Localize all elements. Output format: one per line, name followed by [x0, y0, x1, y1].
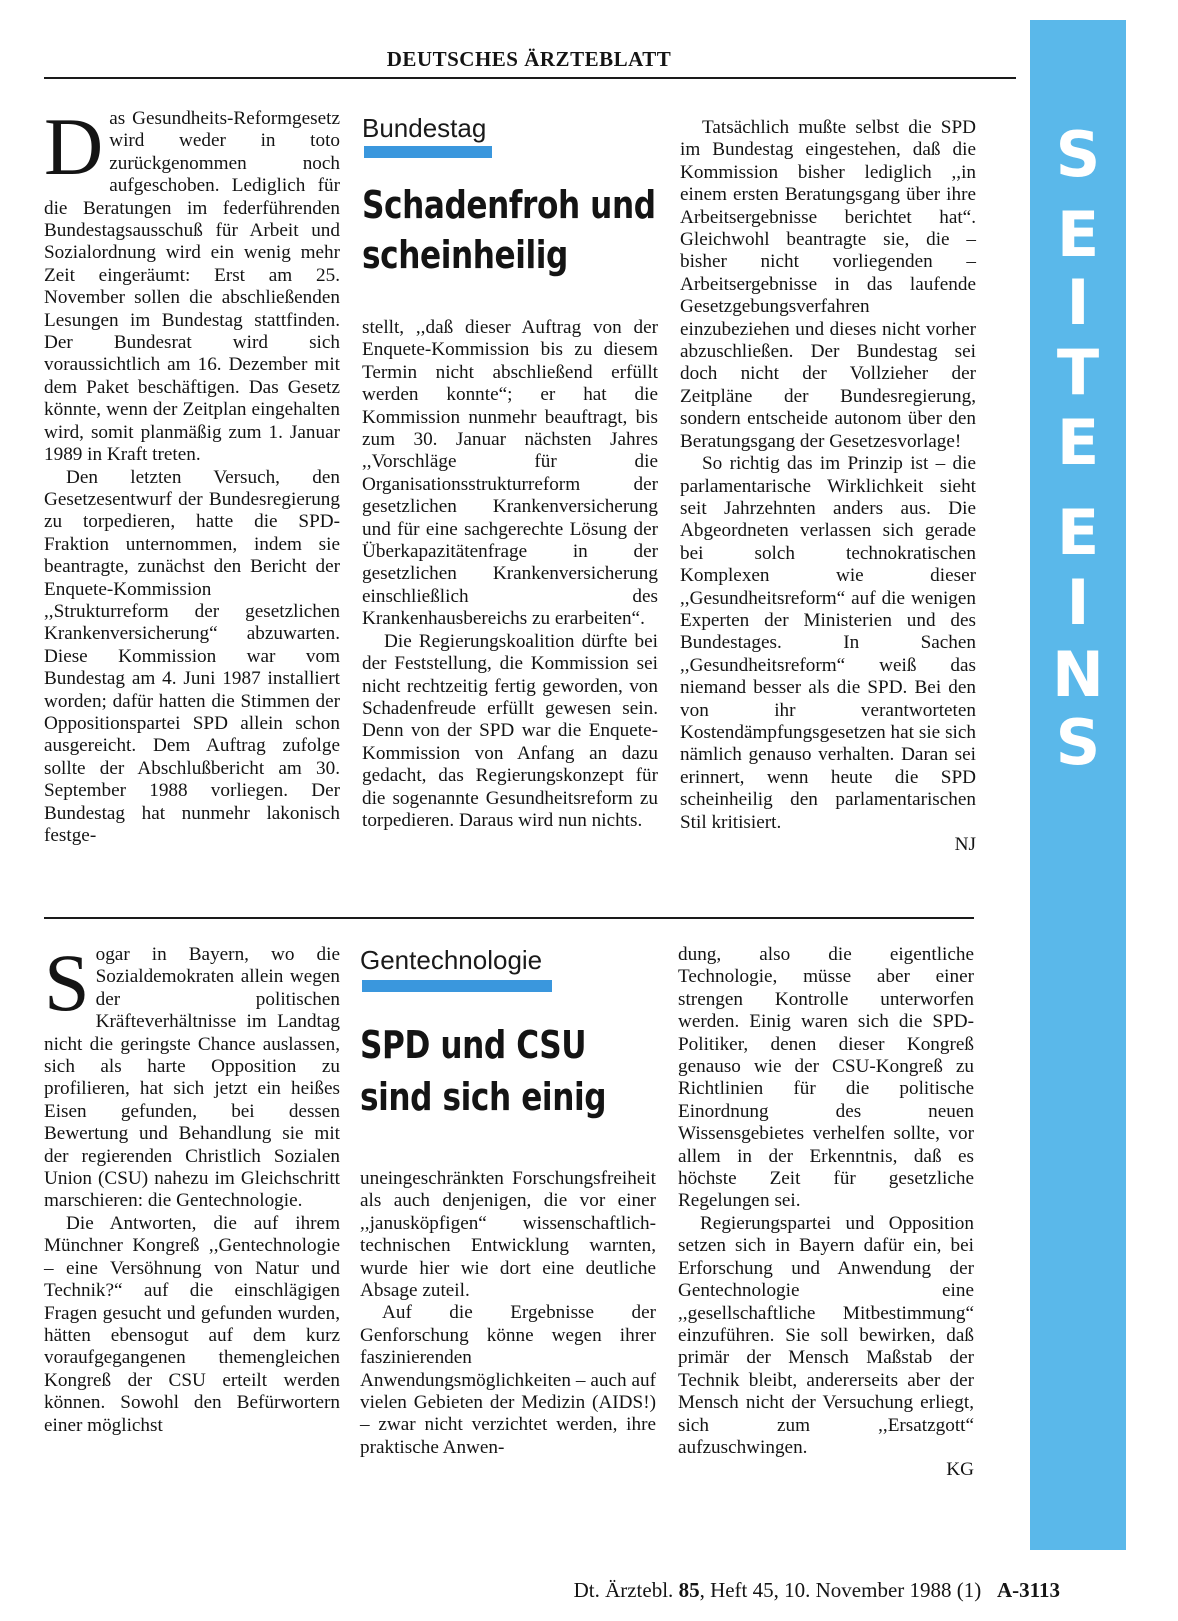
paragraph: Die Antworten, die auf ihrem Münchner Kongreß ,,Gentechnologie – eine Versöhnung von Natur und Technik?“ auf die einschlägigen Fragen gesucht und gefunden wurden, hätten ebensogut auf dem kurz voraufgegangenen themengleichen Kongreß der CSU erteilt werden können. Sowohl den Befürwortern einer möglichst	[44, 1212, 340, 1436]
headline: sind sich einig	[360, 1075, 607, 1119]
paragraph: ogar in Bayern, wo die Sozialdemokraten allein wegen der politischen Kräfteverhältnisse im Landtag nicht die geringste Chance auslassen, sich als harte Opposition zu profilieren, hat sich jetzt ein heißes Eisen gefunden, bei dessen Bewertung und Behandlung sie mit der regierenden Christlich Sozialen Union (CSU) nahezu im Gleichschritt marschieren: die Gentechnologie.	[44, 944, 340, 1212]
headline: Schadenfroh und	[362, 183, 656, 227]
paragraph: Den letzten Versuch, den Gesetzesentwurf der Bundesregierung zu torpedieren, hatte die SPD-Fraktion unternommen, indem sie beantragte, zunächst den Bericht der Enquete-Kommission ,,Strukturreform der gesetzlichen Krankenversicherung“ abzuwarten. Diese Kommission war vom Bundestag am 4. Juni 1987 installiert worden; dafür hatten die Stimmen der Oppositionspartei SPD allein schon ausgereicht. Dem Auftrag zufolge sollte der Abschlußbericht am 30. September 1988 vorliegen. Der Bundestag hat nunmehr lakonisch festge-	[44, 466, 340, 846]
article1-column-2	[362, 317, 658, 832]
headline: SPD und CSU	[360, 1023, 587, 1067]
volume: 85	[678, 1578, 700, 1602]
page-number: A-3113	[997, 1578, 1060, 1602]
paragraph: Auf die Ergebnisse der Genforschung könne wegen ihrer faszinierenden Anwendungsmöglichkeiten – auch auf vielen Gebieten der Medizin (AIDS!) – zwar nicht verzichtet werden, ihre praktische Anwen-	[360, 1302, 656, 1458]
drop-cap: S	[44, 937, 90, 1028]
headline: scheinheilig	[362, 233, 568, 277]
paragraph: Die Regierungskoalition dürfte bei der Feststellung, die Kommission sei nicht rechtzeitig fertig geworden, von Schadenfreude erfüllt gewesen sein. Denn von der SPD war die Enquete-Kommission von Anfang an dazu gedacht, das Regierungskonzept für die sogenannte Gesundheitsreform zu torpedieren. Daraus wird nun nichts.	[362, 630, 658, 831]
article2-column-3	[678, 944, 974, 1482]
sidebar-letter: S	[1055, 118, 1101, 191]
article1-column-3	[680, 117, 976, 856]
author-initials: KG	[946, 1459, 974, 1481]
section-kicker: Bundestag	[362, 113, 487, 143]
sidebar-letter: S	[1055, 706, 1101, 779]
paragraph: So richtig das im Prinzip ist – die parlamentarische Wirklichkeit sieht seit Jahrzehnten anders aus. Die Abgeordneten verlassen sich gerade bei solch technokratischen Komplexen wie dieser ,,Gesundheitsreform“ auf die wenigen Experten der Ministerien und des Bundestages. In Sachen ,,Gesundheitsreform“ weiß das niemand besser als die SPD. Bei den von ihr verantworteten Kostendämpfungsgesetzen hat sie sich nämlich genauso verhalten. Daran sei erinnert, wenn heute die SPD scheinheilig den parlamentarischen Stil kritisiert.	[680, 453, 976, 833]
sidebar-seite-eins	[1030, 20, 1126, 1550]
paragraph: stellt, ,,daß dieser Auftrag von der Enquete-Kommission bis zu diesem Termin nicht abschließend erfüllt werden konnte“; er hat die Kommission nunmehr beauftragt, bis zum 30. Januar nächsten Jahres ,,Vorschläge für die Organisationsstrukturreform der gesetzlichen Krankenversicherung und für eine sachgerechte Lösung der Überkapazitätenfrage in der gesetzlichen Krankenversicherung einschließlich des Krankenhausbereichs zu erarbeiten“.	[362, 317, 658, 630]
top-rule	[44, 77, 1016, 79]
sidebar-letter: N	[1052, 638, 1104, 711]
drop-cap: D	[44, 101, 104, 192]
sidebar-letter: E	[1056, 406, 1100, 479]
paragraph: dung, also die eigentliche Technologie, müsse aber einer strengen Kontrolle unterworfen werden. Einig waren sich die SPD-Politiker, denen dieser Kongreß genauso wie der CSU-Kongreß zu Richtlinien für die politische Einordnung des neuen Wissensgebietes verhelfen sollte, vor allem in der Erkenntnis, daß es höchste Zeit für gesetzliche Regelungen sei.	[678, 944, 974, 1212]
author-initials: NJ	[954, 834, 976, 855]
article1-column-1	[44, 101, 340, 847]
issue-date: , Heft 45, 10. November 1988 (1)	[699, 1578, 982, 1602]
sidebar-letter: T	[1056, 336, 1100, 409]
accent-bar	[364, 146, 492, 158]
masthead: DEUTSCHES ÄRZTEBLATT	[386, 47, 672, 71]
article-divider	[44, 917, 974, 919]
sidebar-letter: E	[1056, 198, 1100, 271]
article2-column-1	[44, 937, 340, 1437]
sidebar-letter: E	[1056, 496, 1100, 569]
accent-bar	[362, 980, 552, 992]
paragraph: as Gesundheits-Reformgesetz wird weder in toto zurückgenommen noch aufgeschoben. Lediglich für die Beratungen im federführenden Bundestagsausschuß für Arbeit und Sozialordnung wird ein wenig mehr Zeit eingeräumt: Erst am 25. November sollen die abschließenden Lesungen im Bundestag stattfinden. Der Bundesrat wird sich voraussichtlich am 16. Dezember mit dem Paket beschäftigen. Das Gesetz könnte, wenn der Zeitplan eingehalten wird, somit planmäßig zum 1. Januar 1989 in Kraft treten.	[44, 108, 340, 466]
page-footer	[520, 1577, 1060, 1603]
sidebar-letter: I	[1066, 566, 1090, 639]
sidebar-letter: I	[1066, 266, 1090, 339]
section-kicker: Gentechnologie	[360, 945, 543, 975]
paragraph: Tatsächlich mußte selbst die SPD im Bundestag eingestehen, daß die Kommission bisher lediglich ,,in einem ersten Beratungsgang über ihre Arbeitsergebnisse berichtet hat“. Gleichwohl beantragte sie, die – bisher nicht vorliegenden – Arbeitsergebnisse in das laufende Gesetzgebungsverfahren einzubeziehen und dieses nicht vorher abzuschließen. Der Bundestag sei doch nicht der Vollzieher der Zeitpläne der Bundesregierung, sondern entscheide autonom über den Beratungsgang der Gesetzesvorlage!	[680, 117, 976, 452]
journal-abbrev: Dt. Ärztebl.	[573, 1578, 674, 1602]
paragraph: Regierungspartei und Opposition setzen sich in Bayern dafür ein, bei Erforschung und Anwendung der Gentechnologie eine ,,gesellschaftliche Mitbestimmung“ einzuführen. Sie soll bewirken, daß primär der Mensch Maßstab der Technik bleibt, andererseits aber der Mensch nicht der Versuchung erliegt, sich zum ,,Ersatzgott“ aufzuschwingen.	[678, 1212, 974, 1458]
paragraph: uneingeschränkten Forschungsfreiheit als auch denjenigen, die vor einer ,,janusköpfigen“ wissenschaftlich-technischen Entwicklung warnten, wurde hier wie dort eine deutliche Absage zuteil.	[360, 1168, 656, 1302]
article2-column-2	[360, 1168, 656, 1459]
